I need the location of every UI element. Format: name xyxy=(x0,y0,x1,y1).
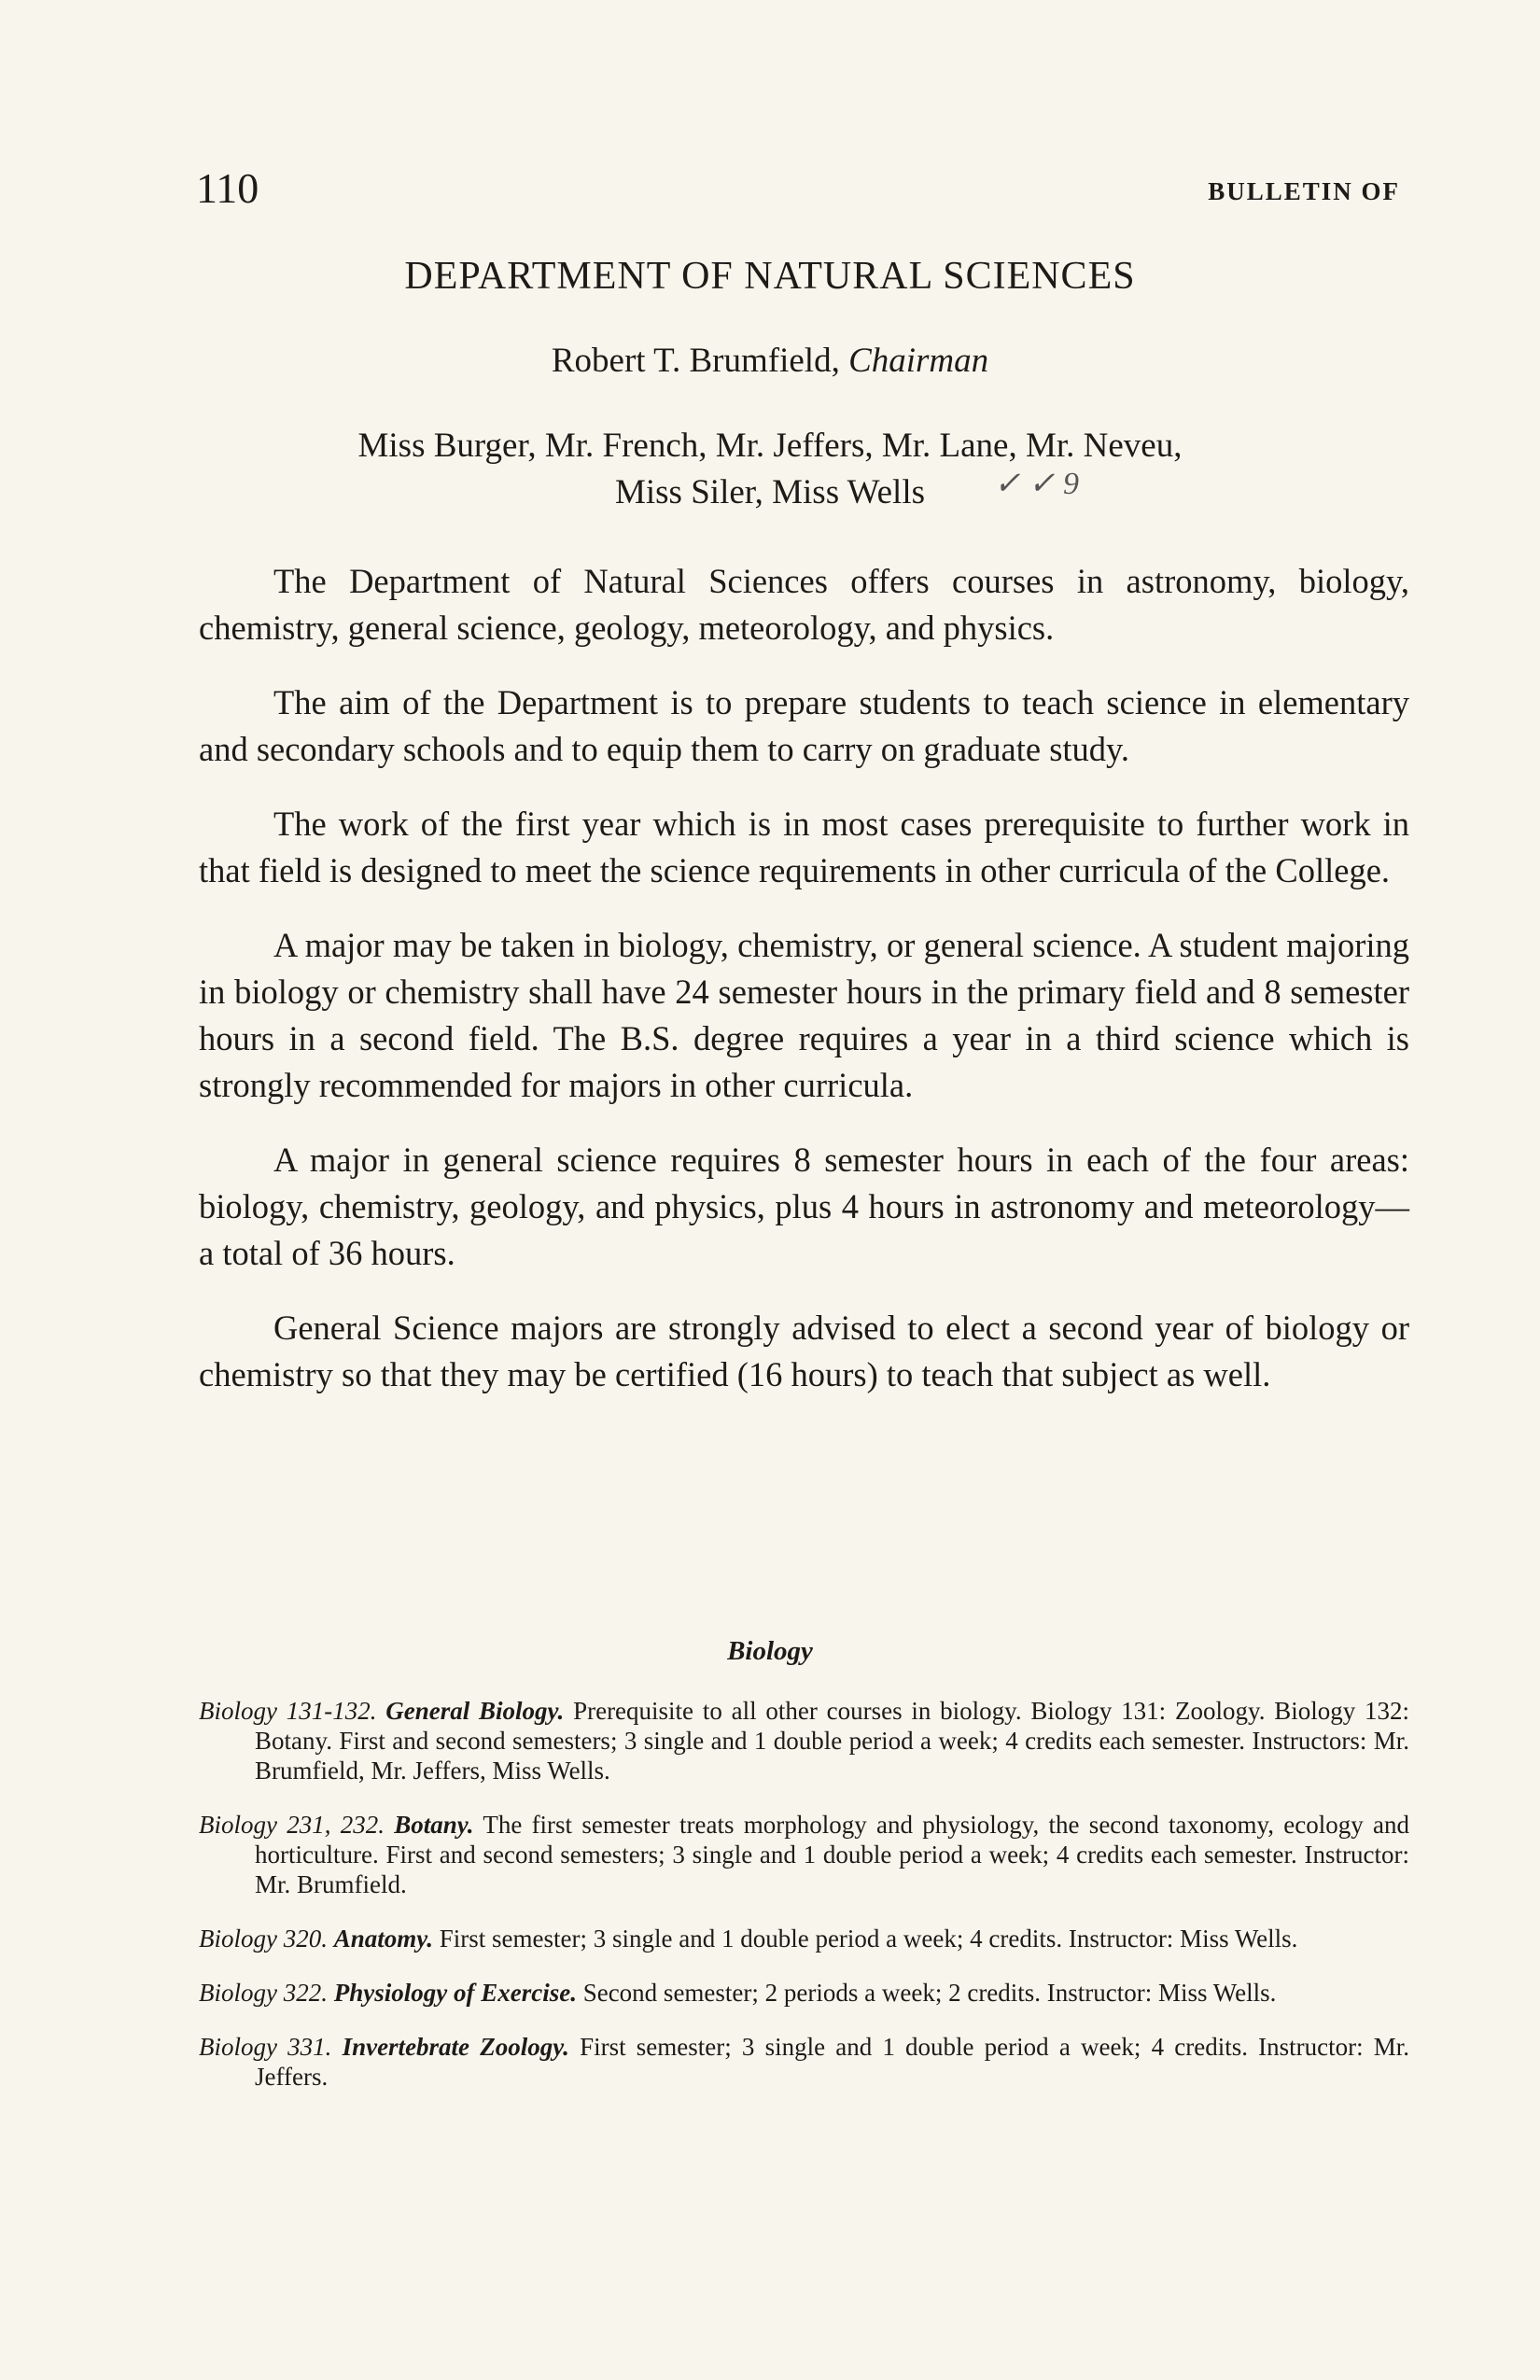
page-number: 110 xyxy=(196,164,259,212)
course-entry xyxy=(199,1978,1409,2008)
course-code: Biology 131-132. xyxy=(199,1697,377,1725)
course-name: Physiology of Exercise. xyxy=(333,1979,577,2007)
course-entry xyxy=(199,1696,1409,1785)
course-code: Biology 322. xyxy=(199,1979,328,2007)
handwritten-marks: ✓ ✓ 9 xyxy=(994,467,1079,501)
paragraph: General Science majors are strongly advised to elect a second year of biology or chemistry so that they may be certified (16 hours) to teach that subject as well. xyxy=(199,1309,1409,1393)
course-code: Biology 331. xyxy=(199,2033,332,2061)
course-code: Biology 320. xyxy=(199,1925,328,1953)
chairman-line xyxy=(0,341,1540,381)
course-name: Botany. xyxy=(394,1811,474,1839)
faculty-list xyxy=(0,423,1540,516)
course-name: Anatomy. xyxy=(333,1925,433,1953)
paragraph: The Department of Natural Sciences offers courses in astronomy, biology, chemistry, general science, geology, meteorology, and physics. xyxy=(199,562,1409,647)
section-heading-biology: Biology xyxy=(727,1636,813,1666)
course-description: Prerequisite to all other courses in biology. Biology 131: Zoology. Biology 132: Botany. First and second semesters; 3 single and 1 double period a week; 4 credits each semester. Instructors: Mr. Brumfield, Mr. Jeffers, Miss Wells. xyxy=(255,1697,1409,1785)
paragraph: The aim of the Department is to prepare students to teach science in elementary and secondary schools and to equip them to carry on graduate study. xyxy=(199,683,1409,768)
department-description xyxy=(199,558,1409,1426)
chairman-role: Chairman xyxy=(848,342,989,380)
department-title: DEPARTMENT OF NATURAL SCIENCES xyxy=(404,255,1136,298)
course-name: Invertebrate Zoology. xyxy=(342,2033,569,2061)
course-list xyxy=(199,1696,1409,2116)
paragraph: The work of the first year which is in most cases prerequisite to further work in that field is designed to meet the science requirements in other curricula of the College. xyxy=(199,805,1409,889)
course-description: First semester; 3 single and 1 double period a week; 4 credits. Instructor: Miss Wells. xyxy=(439,1925,1298,1953)
course-description: First semester; 3 single and 1 double period a week; 4 credits. Instructor: Mr. Jeffers. xyxy=(255,2033,1410,2091)
paragraph: A major may be taken in biology, chemistry, or general science. A student majoring in biology or chemistry shall have 24 semester hours in the primary field and 8 semester hours in a second field. The B.S. degree requires a year in a third science which is strongly recommended for majors in other curricula. xyxy=(199,926,1409,1104)
faculty-line-1: Miss Burger, Mr. French, Mr. Jeffers, Mr. Lane, Mr. Neveu, xyxy=(357,427,1183,465)
course-entry xyxy=(199,1810,1409,1899)
course-name: General Biology. xyxy=(385,1697,565,1725)
course-description: Second semester; 2 periods a week; 2 credits. Instructor: Miss Wells. xyxy=(582,1979,1277,2007)
paragraph: A major in general science requires 8 semester hours in each of the four areas: biology, chemistry, geology, and physics, plus 4 hours in astronomy and meteorology—a total of 36 hours. xyxy=(199,1141,1409,1272)
faculty-line-2: Miss Siler, Miss Wells xyxy=(614,473,926,511)
course-description: The first semester treats morphology and physiology, the second taxonomy, ecology and horticulture. First and second semesters; 3 single and 1 double period a week; 4 credits each semester. Instructor: Mr. Brumfield. xyxy=(255,1811,1410,1898)
course-code: Biology 231, 232. xyxy=(199,1811,385,1839)
running-head: BULLETIN OF xyxy=(1208,177,1400,205)
chairman-name: Robert T. Brumfield, xyxy=(551,342,840,380)
course-entry xyxy=(199,2032,1409,2092)
course-entry xyxy=(199,1924,1409,1953)
